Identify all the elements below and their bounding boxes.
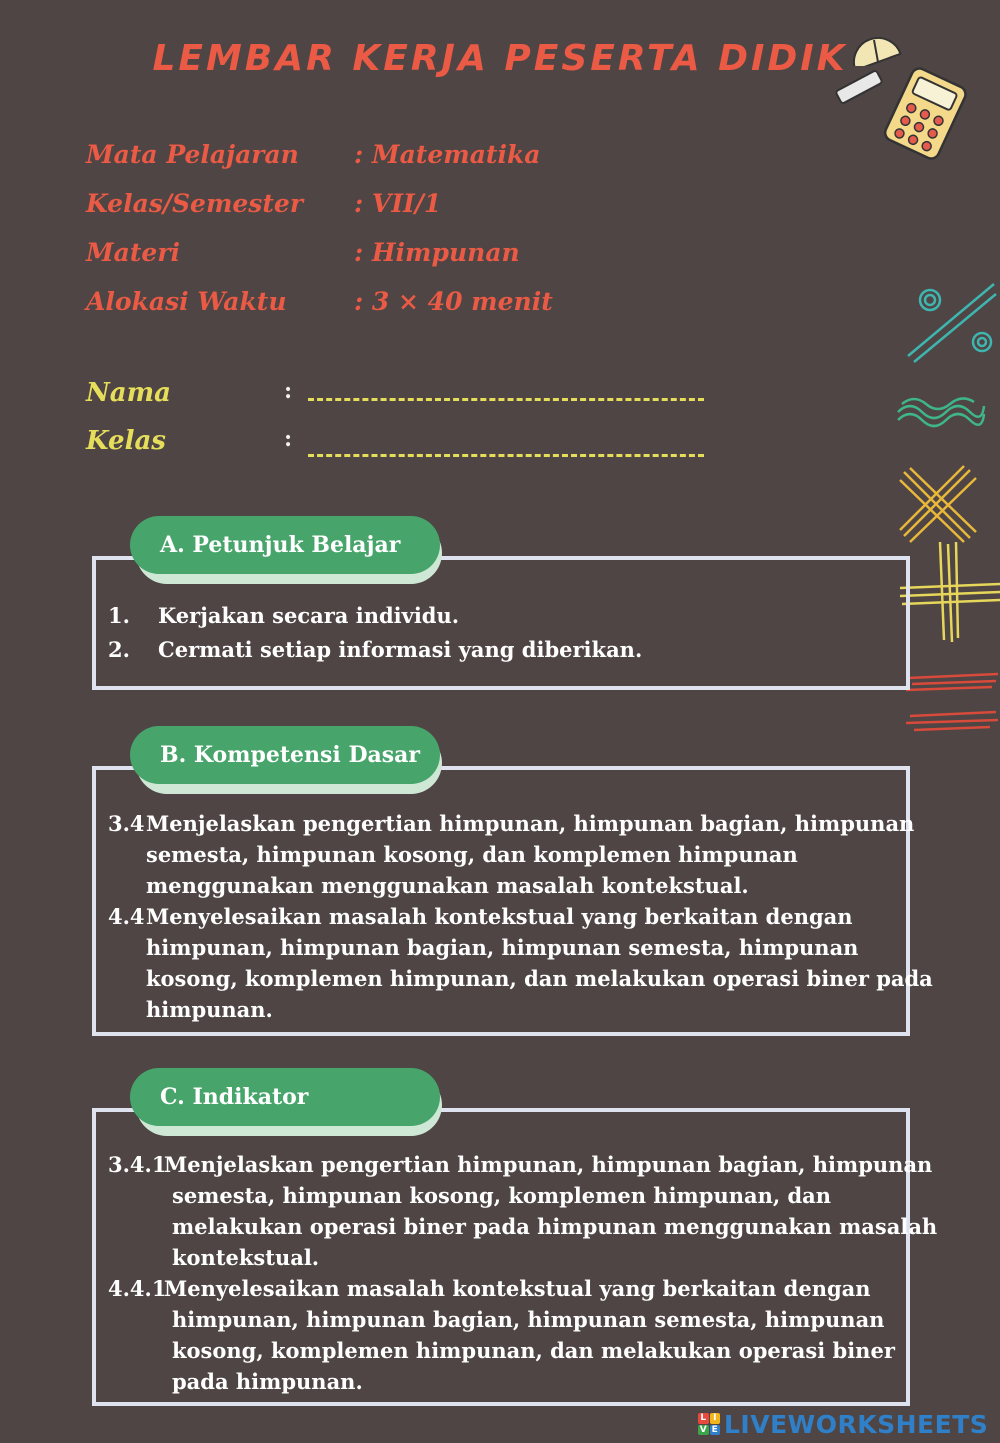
logo-letter-v: V: [699, 1424, 707, 1435]
indicator-line: melakukan operasi biner pada himpunan menggunakan masalah: [172, 1214, 938, 1239]
item-number: 2.: [108, 637, 130, 662]
indicator-line: kosong, komplemen himpunan, dan melakukan operasi biner: [172, 1338, 895, 1363]
class-colon: :: [284, 426, 293, 452]
competency-number: 4.4: [108, 904, 145, 929]
calculator-icon: [876, 66, 972, 162]
competency-line: menggunakan menggunakan masalah kontekstual.: [146, 873, 749, 898]
indicator-line: pada himpunan.: [172, 1369, 363, 1394]
yellow-cross-doodle: [896, 462, 980, 546]
subject-value: : Matematika: [354, 140, 541, 169]
competency-text: [146, 808, 914, 901]
teal-wave-doodle: [896, 392, 986, 432]
indicator-line: Menyelesaikan masalah kontekstual yang berkaitan dengan: [164, 1276, 871, 1301]
indicator-line: semesta, himpunan kosong, komplemen himpunan, dan: [172, 1183, 832, 1208]
class-label: Kelas: [86, 426, 166, 456]
class-semester-label: Kelas/Semester: [86, 189, 304, 218]
competency-text: [146, 901, 933, 1025]
competency-line: himpunan.: [146, 997, 273, 1022]
indicator-line: himpunan, himpunan bagian, himpunan semesta, himpunan: [172, 1307, 885, 1332]
competency-line: Menjelaskan pengertian himpunan, himpunan bagian, himpunan: [146, 811, 915, 836]
yellow-hash-doodle: [900, 540, 1000, 644]
time-allocation-label: Alokasi Waktu: [86, 287, 287, 316]
red-lines-doodle: [904, 668, 1000, 738]
competency-3-4: [108, 808, 915, 904]
item-number: 1.: [108, 603, 130, 628]
material-label: Materi: [86, 238, 180, 267]
competency-4-4: [108, 901, 933, 1029]
class-semester-value: : VII/1: [354, 189, 442, 218]
worksheet-title: LEMBAR KERJA PESERTA DIDIK: [152, 38, 848, 79]
competency-line: Menyelesaikan masalah kontekstual yang berkaitan dengan: [146, 904, 853, 929]
indicator-text: [164, 1273, 895, 1397]
subject-label: Mata Pelajaran: [86, 140, 299, 169]
item-text: Kerjakan secara individu.: [158, 603, 460, 628]
competency-line: semesta, himpunan kosong, dan komplemen himpunan: [146, 842, 798, 867]
indicator-3-4-1: [108, 1149, 938, 1275]
indicator-4-4-1: [108, 1273, 898, 1399]
competency-line: kosong, komplemen himpunan, dan melakukan operasi biner pada: [146, 966, 933, 991]
indicator-number: 3.4.1: [108, 1152, 167, 1177]
indicator-line: kontekstual.: [172, 1245, 320, 1270]
liveworksheets-logo[interactable]: [698, 1410, 988, 1438]
logo-letter-i: I: [710, 1413, 721, 1424]
time-allocation-value: : 3 × 40 menit: [354, 287, 553, 316]
logo-letter-l: L: [698, 1413, 709, 1424]
protractor-icon: [850, 22, 906, 66]
indicator-text: [164, 1149, 938, 1273]
indicator-line: Menjelaskan pengertian himpunan, himpunan bagian, himpunan: [164, 1152, 933, 1177]
liveworksheets-wordmark: LIVEWORKSHEETS: [724, 1409, 989, 1439]
section-c-heading: C. Indikator: [130, 1068, 440, 1126]
section-b-heading: B. Kompetensi Dasar: [130, 726, 440, 784]
name-field-line[interactable]: [308, 398, 704, 401]
class-field-line[interactable]: [308, 454, 704, 457]
competency-number: 3.4: [108, 811, 145, 836]
logo-letter-e: E: [710, 1425, 721, 1436]
competency-line: himpunan, himpunan bagian, himpunan semesta, himpunan: [146, 935, 859, 960]
teal-swirl-doodle: [900, 276, 1000, 366]
indicator-number: 4.4.1: [108, 1276, 167, 1301]
name-label: Nama: [86, 378, 171, 408]
material-value: : Himpunan: [354, 238, 520, 267]
name-colon: :: [284, 378, 293, 404]
item-text: Cermati setiap informasi yang diberikan.: [158, 637, 643, 662]
section-a-heading: A. Petunjuk Belajar: [130, 516, 440, 574]
liveworksheets-logo-icon: [698, 1413, 720, 1435]
